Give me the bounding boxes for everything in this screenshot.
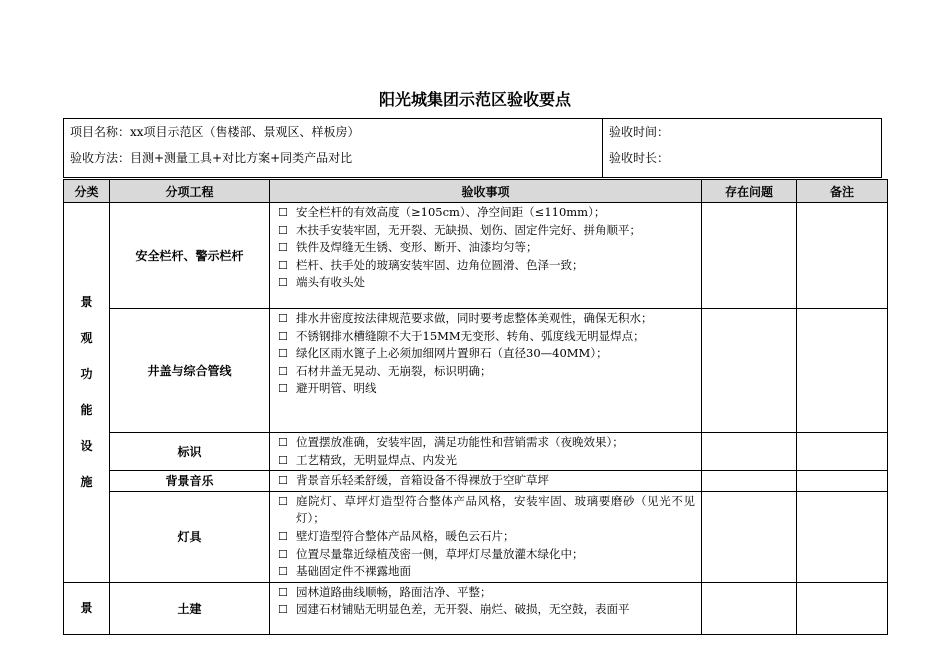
checklist-item (278, 239, 695, 257)
table-row (64, 433, 888, 471)
subsection-name: 标识 (110, 433, 270, 471)
issues-cell[interactable] (702, 203, 797, 309)
checklist-item (278, 584, 695, 602)
checkbox-icon[interactable]: ☐ (278, 474, 288, 488)
checklist-cell (270, 471, 702, 492)
inspection-duration: 验收时长： (609, 151, 670, 165)
checklist-item (278, 434, 695, 452)
checklist-item-text: 庭院灯、草坪灯造型符合整体产品风格，安装牢固、玻璃要磨砂（见光不见灯）； (296, 493, 695, 526)
checkbox-icon[interactable]: ☐ (278, 494, 288, 508)
checkbox-icon[interactable]: ☐ (278, 547, 288, 561)
checklist-item (278, 452, 695, 470)
checklist-item (278, 274, 695, 292)
checklist-item (278, 528, 695, 546)
category-char: 景 (80, 601, 93, 616)
notes-cell[interactable] (797, 491, 888, 582)
checklist-cell (270, 203, 702, 309)
checkbox-icon[interactable]: ☐ (278, 603, 288, 617)
table-row (64, 309, 888, 433)
checklist-item-text: 端头有收头处 (296, 275, 365, 290)
category-char: 功 (80, 367, 93, 382)
checklist-item-text: 不锈钢排水槽缝隙不大于15MM无变形、转角、弧度线无明显焊点； (296, 328, 645, 343)
notes-cell[interactable] (797, 203, 888, 309)
checklist-item (278, 257, 695, 275)
category-label (80, 284, 94, 500)
table-row (64, 582, 888, 634)
checklist-cell (270, 582, 702, 634)
subsection-name: 背景音乐 (110, 471, 270, 492)
inspection-table (63, 179, 888, 635)
checklist-item (278, 472, 695, 490)
table-body (64, 203, 888, 635)
checklist-item-text: 铁件及焊缝无生锈、变形、断开、油漆均匀等； (296, 240, 538, 255)
checklist-item-text: 园林道路曲线顺畅，路面洁净、平整； (296, 584, 492, 599)
table-header-row (64, 180, 888, 203)
col-notes: 备注 (797, 180, 888, 203)
checklist-cell (270, 309, 702, 433)
issues-cell[interactable] (702, 491, 797, 582)
category-char: 景 (80, 295, 93, 310)
checklist-cell (270, 491, 702, 582)
category-cell (64, 582, 110, 634)
issues-cell[interactable] (702, 309, 797, 433)
subsection-name: 土建 (110, 582, 270, 634)
checkbox-icon[interactable]: ☐ (278, 529, 288, 543)
checklist-item (278, 222, 695, 240)
category-label (80, 590, 94, 626)
category-char: 设 (80, 439, 93, 454)
checklist-item-text: 背景音乐轻柔舒缓，音箱设备不得裸放于空旷草坪 (296, 473, 549, 488)
inspection-time-cell (603, 119, 882, 178)
checkbox-icon[interactable]: ☐ (278, 329, 288, 343)
checkbox-icon[interactable]: ☐ (278, 585, 288, 599)
inspection-method: 验收方法：目测+测量工具+对比方案+同类产品对比 (70, 151, 353, 165)
notes-cell[interactable] (797, 433, 888, 471)
notes-cell[interactable] (797, 582, 888, 634)
category-char: 观 (80, 331, 93, 346)
checklist-item (278, 204, 695, 222)
inspection-time: 验收时间： (609, 125, 670, 139)
checklist-item-text: 位置尽量靠近绿植茂密一侧，草坪灯尽量放灌木绿化中； (296, 546, 584, 561)
checklist-item-text: 排水井密度按法律规范要求做，同时要考虑整体美观性，确保无积水； (296, 311, 653, 325)
table-row (64, 203, 888, 309)
checklist-item-text: 园建石材铺贴无明显色差，无开裂、崩烂、破损，无空鼓，表面平 (296, 602, 630, 617)
category-char: 施 (80, 475, 93, 490)
checkbox-icon[interactable]: ☐ (278, 382, 288, 396)
checklist-item-text: 木扶手安装牢固，无开裂、无缺损、划伤、固定件完好、拼角顺平； (296, 222, 641, 237)
checkbox-icon[interactable]: ☐ (278, 258, 288, 272)
checklist-item-text: 基础固定件不裸露地面 (296, 564, 411, 579)
issues-cell[interactable] (702, 433, 797, 471)
checkbox-icon[interactable]: ☐ (278, 241, 288, 255)
checkbox-icon[interactable]: ☐ (278, 364, 288, 378)
category-cell (64, 203, 110, 583)
checkbox-icon[interactable]: ☐ (278, 206, 288, 219)
checkbox-icon[interactable]: ☐ (278, 312, 288, 325)
checklist-item (278, 380, 695, 398)
checklist-item (278, 363, 695, 381)
notes-cell[interactable] (797, 471, 888, 492)
checklist-item (278, 546, 695, 564)
checkbox-icon[interactable]: ☐ (278, 453, 288, 467)
notes-cell[interactable] (797, 309, 888, 433)
checklist-item (278, 310, 695, 328)
project-name: 项目名称：xx项目示范区（售楼部、景观区、样板房） (70, 125, 360, 139)
col-items: 验收事项 (270, 180, 702, 203)
checklist-item (278, 563, 695, 581)
subsection-name: 灯具 (110, 491, 270, 582)
checklist-item-text: 绿化区雨水篦子上必须加细网片置卵石（直径30—40MM）； (296, 346, 608, 361)
subsection-name: 安全栏杆、警示栏杆 (110, 203, 270, 309)
checkbox-icon[interactable]: ☐ (278, 347, 288, 361)
table-row (64, 471, 888, 492)
checklist-item (278, 345, 695, 363)
page-title: 阳光城集团示范区验收要点 (378, 90, 571, 109)
checklist-item-text: 石材井盖无晃动、无崩裂，标识明确； (296, 363, 492, 378)
checklist-item-text: 安全栏杆的有效高度（≥105cm）、净空间距（≤110mm）； (296, 205, 606, 219)
checklist-item-text: 栏杆、扶手处的玻璃安装牢固、边角位圆滑、色泽一致； (296, 257, 584, 272)
checklist-item-text: 工艺精致，无明显焊点、内发光 (296, 452, 457, 467)
project-info-cell (64, 119, 603, 178)
checkbox-icon[interactable]: ☐ (278, 223, 288, 237)
col-issues: 存在问题 (702, 180, 797, 203)
subsection-name: 井盖与综合管线 (110, 309, 270, 433)
checklist-cell (270, 433, 702, 471)
category-char: 能 (80, 403, 93, 418)
checkbox-icon[interactable]: ☐ (278, 436, 288, 449)
col-subsection: 分项工程 (110, 180, 270, 203)
checklist-item (278, 328, 695, 346)
checklist-item-text: 壁灯造型符合整体产品风格，暖色云石片； (296, 528, 515, 543)
issues-cell[interactable] (702, 471, 797, 492)
checklist-item-text: 避开明管、明线 (296, 381, 377, 396)
checklist-item-text: 位置摆放准确，安装牢固，满足功能性和营销需求（夜晚效果）； (296, 435, 624, 449)
table-row (64, 491, 888, 582)
project-info-table (63, 118, 882, 178)
issues-cell[interactable] (702, 582, 797, 634)
checkbox-icon[interactable]: ☐ (278, 276, 288, 290)
checklist-item (278, 601, 695, 619)
checklist-item (278, 493, 695, 528)
col-category: 分类 (64, 180, 110, 203)
checkbox-icon[interactable]: ☐ (278, 565, 288, 579)
